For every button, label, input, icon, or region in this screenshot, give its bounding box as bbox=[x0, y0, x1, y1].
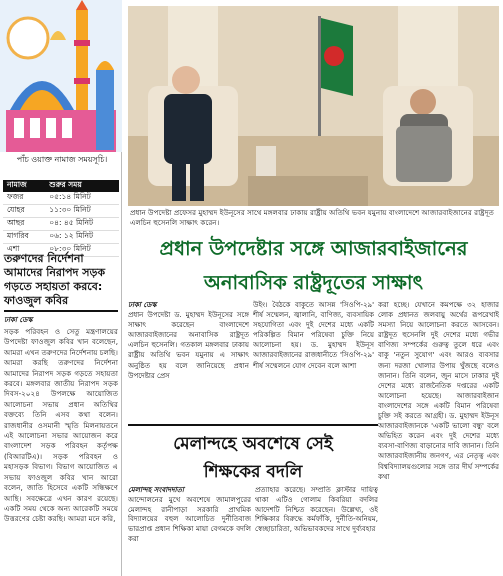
main-headline-line: অনাবাসিক রাষ্ট্রদূতের সাক্ষাৎ bbox=[203, 271, 424, 294]
side-article-body: সড়ক পরিবহন ও সেতু মন্ত্রণালয়ের উপদেষ্টা ফাওজুল কবির খান বলেছেন, আমরা এখন তরুণদের নির্দেশনায় চলছি। আমরা করছি তরুণদের নির্দেশনা আমাদের নিরাপদ সড়ক গড়তে সহায়তা করবে। মঙ্গলবার জাতীয় নিরাপদ সড়ক দিবস-২০২৪ উপলক্ষে আয়োজিত আলোচনা সভায় প্রধান অতিথির বক্তব্যে তিনি এসব কথা বলেন। রাজধানীর ওসমানী স্মৃতি মিলনায়তনে এই আলোচনা সভার আয়োজন করে বাংলাদেশ সড়ক পরিবহন কর্তৃপক্ষ (বিআরটিএ)। সড়ক পরিবহন ও মহাসড়ক বিভাগ। বিভাগ আয়োজিত এ সভায় ফাওজুল কবির খান আরো বলেন, জাতি হিসেবে একটি সন্ধিক্ষণে আছি। সবক্ষেত্রে এখন কারণ রয়েছে। একটি সময় থেকে অন্য আরেকটি সময়ে উত্তরণের চেষ্টা করছি। আমরা মনে করি, bbox=[4, 327, 118, 524]
prayer-name: ফজর bbox=[3, 192, 45, 205]
prayer-name: এশা bbox=[3, 244, 45, 257]
article-column bbox=[128, 300, 249, 430]
news-photo bbox=[128, 6, 499, 206]
second-headline-line: শিক্ষকের বদলি bbox=[203, 462, 303, 482]
article-column bbox=[128, 486, 251, 576]
divider bbox=[4, 310, 118, 312]
table-row bbox=[3, 192, 119, 205]
column-header: নামাজ bbox=[3, 180, 45, 192]
table-row bbox=[3, 231, 119, 244]
table-row bbox=[3, 205, 119, 218]
prayer-schedule-title: পাঁচ ওয়াক্ত নামাজ সময়সূচি। bbox=[16, 155, 108, 164]
article-column bbox=[378, 300, 499, 576]
prayer-time: ১১:৩০ মিনিট bbox=[45, 205, 119, 218]
article-column-text: প্রত্যাহার করেছে। সম্প্রতি ক্লাস্টার দায়িত্ব থাকা এটিও গোলাম কিবরিয়া বদলির আদেশটি নিশ্চিত করেছেন। উল্লেখ্য, ওই শিক্ষিকার বিরুদ্ধে কর্মফাঁকি, দুর্নীতি-অনিয়ম, স্বেচ্ছাচারিতা, অভিভাবকদের সাথে দুর্ব্যবহার bbox=[255, 486, 378, 534]
second-headline[interactable] bbox=[128, 424, 378, 484]
main-area bbox=[124, 0, 503, 576]
table-header-row bbox=[3, 180, 119, 192]
article-column-text: করা হচ্ছে। যেখানে কমপক্ষে ৩২ হাজার লোক প্রধানত জলবায়ু অর্থের রূপরেখাই সমস্যা নিয়ে আলোচনা করতে আসবেন। রাষ্ট্রদূত হুসেনলি দুই দেশের মধ্যে গভীর বাণিজ্য সম্পর্কের গুরুত্ব তুলে ধরে এবং বাকু 'নতুন সুযোগ' এবং আরও ব্যবসার জন্য দরজা খোলার উপায় খুঁজছে বলেও জানান। তিনি বলেন, জুন মাসে ঢাকার দুই দেশের মধ্যে রাজনৈতিক দপ্তরের একটি আলোচনা হয়েছে। আজারবাইজান বাংলাদেশের সঙ্গে একটি বিমান পরিষেবা চুক্তি সই করতে আগ্রহী। ড. মুহাম্মদ ইউনূস আজারবাইজানকে 'একটি ভালো বন্ধু' বলে অভিহিত করেন এবং দুই দেশের মধ্যে ব্যবসা-বাণিজ্য বাড়ানোর দাবি জানান। তিনি আজারবাইজানীয় জনগণ, এর নেতৃত্ব এবং বিশ্ববিদ্যালয়গুলোর সঙ্গে তার দীর্ঘ সম্পর্কের কথা bbox=[378, 301, 499, 481]
table-row bbox=[3, 218, 119, 231]
main-headline[interactable] bbox=[128, 232, 499, 300]
side-article-dateline: ঢাকা ডেস্ক bbox=[4, 316, 33, 324]
meeting-photo-icon bbox=[128, 6, 499, 206]
mosque-illustration bbox=[0, 0, 122, 152]
prayer-time: ০৫:১৪ মিনিট bbox=[45, 192, 119, 205]
prayer-name: মাগরিব bbox=[3, 231, 45, 244]
main-headline-line: প্রধান উপদেষ্টার সঙ্গে আজারবাইজানের bbox=[159, 237, 468, 260]
side-article-headline[interactable]: তরুণদের নির্দেশনা আমাদের নিরাপদ সড়ক গড়তে সহায়তা করবে: ফাওজুল কবির bbox=[4, 252, 106, 307]
second-article-dateline: মেলান্দহ সংবাদদাতা bbox=[128, 486, 184, 494]
article-column-text: প্রধান উপদেষ্টা ড. মুহাম্মদ ইউনূসের সঙ্গে সাক্ষাৎ করেছেন বাংলাদেশে আজারবাইজানের অনাবাসিক রাষ্ট্রদূত এলচিন হুসেনলি। গতকাল মঙ্গলবার ঢাকায় রাষ্ট্রীয় অতিথি ভবন যমুনায় এ সাক্ষাৎ অনুষ্ঠিত হয় বলে জানিয়েছে প্রধান উপদেষ্টার প্রেস bbox=[128, 311, 249, 380]
side-article bbox=[0, 252, 122, 576]
prayer-time: ০৪: ৪৫ মিনিট bbox=[45, 218, 119, 231]
article-column bbox=[253, 300, 374, 430]
left-column bbox=[0, 0, 122, 576]
mosque-icon bbox=[0, 0, 122, 152]
prayer-name: যোহর bbox=[3, 205, 45, 218]
prayer-time: ০৮:৩০ মিনিট bbox=[45, 244, 119, 257]
article-column-text: আন্দোলনের মুখে অবশেষে জামালপুরের মেলান্দহ রানীপাড়া সরকারি প্রাথমিক বিদ্যালয়ের বহুল আলোচিত দুর্নীতিবাজ ভারপ্রাপ্ত প্রধান শিক্ষিকা মায়া বেগমকে বদলি করা bbox=[128, 495, 251, 543]
second-headline-line: মেলান্দহে অবশেষে সেই bbox=[173, 434, 333, 454]
second-article-body bbox=[128, 486, 378, 576]
prayer-time: ০৬: ১২ মিনিট bbox=[45, 231, 119, 244]
main-article-dateline: ঢাকা ডেস্ক bbox=[128, 301, 157, 309]
column-header: শুরুর সময় bbox=[45, 180, 119, 192]
article-column-text: উইং। বৈঠকে বাকুতে আসন্ন 'সিওপি-২৯' শীর্ষ সম্মেলন, জ্বালানি, বাণিজ্য, ব্যবসায়িক সহযোগিতা এবং দুই দেশের মধ্যে একটি পরিকল্পিত বিমান পরিষেবা চুক্তি নিয়ে আলোচনা হয়। ড. মুহাম্মদ ইউনূস আজারবাইজানের রাজধানীতে 'সিওপি-২৯' শীর্ষ সম্মেলনে যোগ দেবেন বলে আশা bbox=[253, 301, 374, 370]
photo-caption: প্রধান উপদেষ্টা প্রফেসর মুহাম্মদ ইউনূসের সাথে মঙ্গলবার ঢাকায় রাষ্ট্রীয় অতিথি ভবন যমুনায় বাংলাদেশে আজারবাইজানের রাষ্ট্রদূত এলচিন হুসেনলি সাক্ষাৎ করেন। bbox=[130, 208, 494, 227]
prayer-name: আছর bbox=[3, 218, 45, 231]
prayer-times-table bbox=[3, 180, 119, 257]
article-column bbox=[255, 486, 378, 576]
